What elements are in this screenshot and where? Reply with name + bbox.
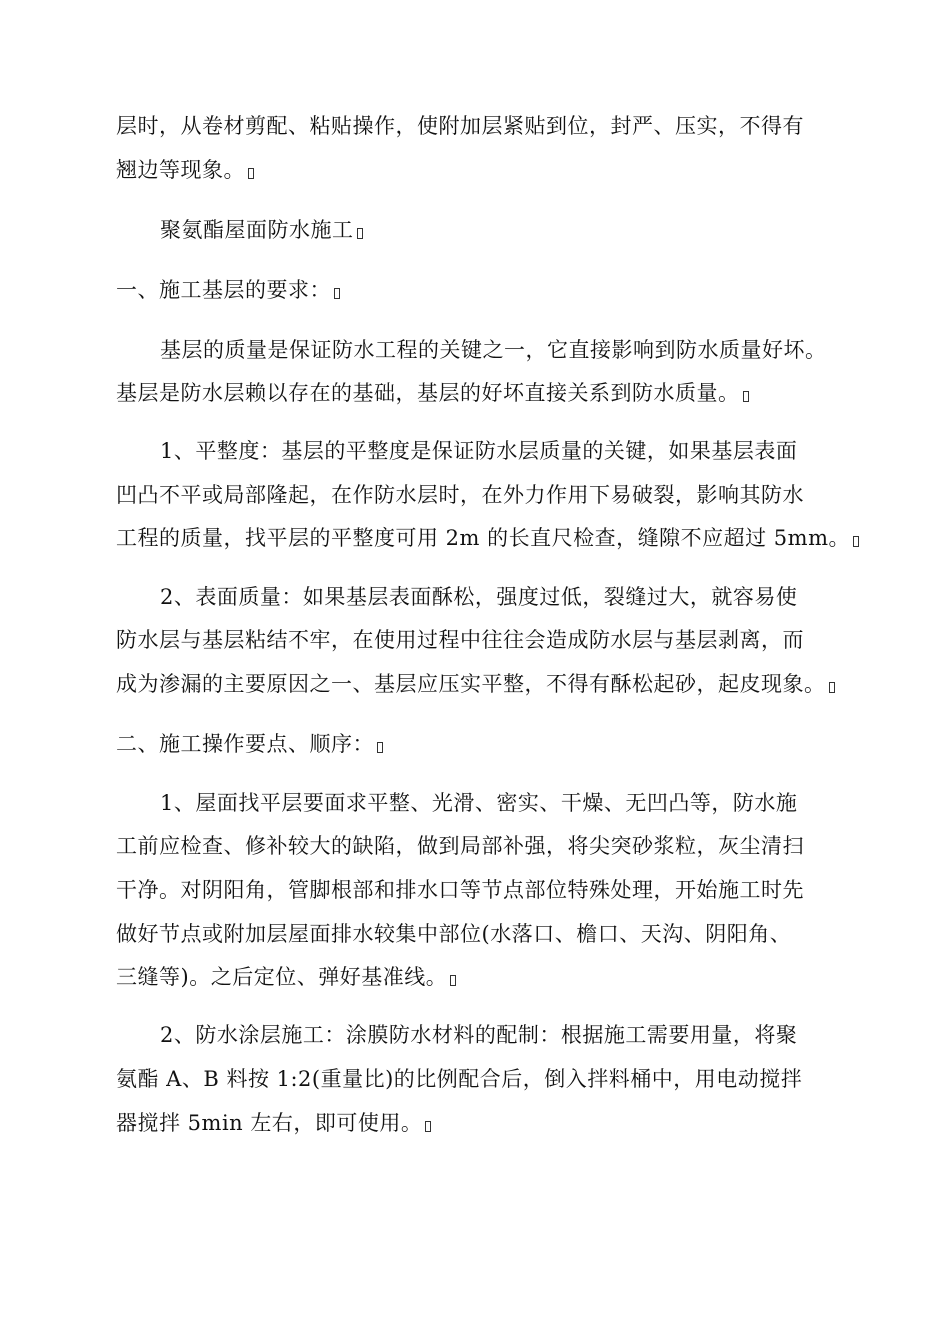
paragraph-mark-icon [450, 975, 456, 986]
text-line: 凹凸不平或局部隆起，在作防水层时，在外力作用下易破裂，影响其防水 [116, 483, 804, 507]
text-line: 做好节点或附加层屋面排水较集中部位(水落口、檐口、天沟、阴阳角、 [116, 922, 792, 946]
text-line: 基层是防水层赖以存在的基础，基层的好坏直接关系到防水质量。 [116, 379, 749, 407]
text-line: 层时，从卷材剪配、粘贴操作，使附加层紧贴到位，封严、压实，不得有 [116, 114, 804, 138]
text-line: 1、屋面找平层要面求平整、光滑、密实、干燥、无凹凸等，防水施 [160, 791, 798, 815]
text-line: 防水层与基层粘结不牢，在使用过程中往往会造成防水层与基层剥离，而 [116, 628, 804, 652]
paragraph-mark-icon [248, 168, 254, 179]
text-line: 基层的质量是保证防水工程的关键之一，它直接影响到防水质量好坏。 [160, 338, 827, 362]
text-line: 1、平整度：基层的平整度是保证防水层质量的关键，如果基层表面 [160, 439, 798, 463]
text-line: 2、表面质量：如果基层表面酥松，强度过低，裂缝过大，就容易使 [160, 585, 798, 609]
text-line: 干净。对阴阳角，管脚根部和排水口等节点部位特殊处理，开始施工时先 [116, 878, 804, 902]
text-line: 氨酯 A、B 料按 1:2(重量比)的比例配合后，倒入拌料桶中，用电动搅拌 [116, 1067, 803, 1091]
paragraph-mark-icon [743, 391, 749, 402]
paragraph-mark-icon [829, 682, 835, 693]
heading-1: 一、施工基层的要求： [116, 276, 340, 304]
paragraph-mark-icon [377, 742, 383, 753]
section-title: 聚氨酯屋面防水施工 [160, 216, 363, 244]
paragraph-mark-icon [425, 1121, 431, 1132]
text-line: 器搅拌 5min 左右，即可使用。 [116, 1109, 431, 1137]
text-line: 成为渗漏的主要原因之一、基层应压实平整，不得有酥松起砂，起皮现象。 [116, 670, 835, 698]
paragraph-mark-icon [853, 536, 859, 547]
text-line: 三缝等)。之后定位、弹好基准线。 [116, 963, 456, 991]
text-line: 2、防水涂层施工：涂膜防水材料的配制：根据施工需要用量，将聚 [160, 1023, 798, 1047]
text-line: 工前应检查、修补较大的缺陷，做到局部补强，将尖突砂浆粒，灰尘清扫 [116, 834, 804, 858]
heading-2: 二、施工操作要点、顺序： [116, 730, 383, 758]
text-line: 翘边等现象。 [116, 156, 254, 184]
paragraph-mark-icon [334, 288, 340, 299]
text-line: 工程的质量，找平层的平整度可用 2m 的长直尺检查，缝隙不应超过 5mm。 [116, 524, 859, 552]
paragraph-mark-icon [357, 228, 363, 239]
